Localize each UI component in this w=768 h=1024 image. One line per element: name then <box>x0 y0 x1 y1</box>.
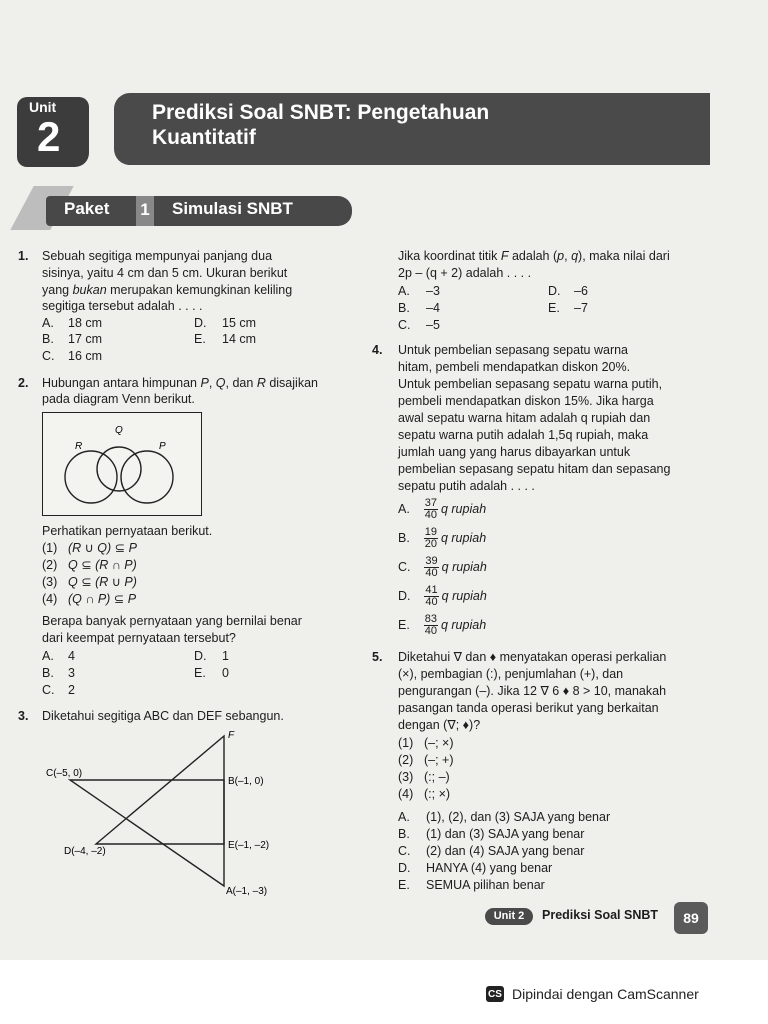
point-b: B(–1, 0) <box>228 776 264 787</box>
camscanner-logo-icon: CS <box>486 986 504 1002</box>
point-d: D(–4, –2) <box>64 846 106 857</box>
point-a: A(–1, –3) <box>226 886 268 896</box>
point-c: C(–5, 0) <box>46 768 83 779</box>
camscanner-text: Dipindai dengan CamScanner <box>512 986 699 1002</box>
q4-option-a: A. $\frac{37}{40}$ q rupiah <box>398 497 487 521</box>
triangle-diagram <box>40 726 290 896</box>
venn-circle-p <box>121 451 173 503</box>
q4-option-c: C. $\frac{39}{40}$ q rupiah <box>398 555 487 579</box>
book-page: Unit 2 Prediksi Soal SNBT: Pengetahuan Kuantitatif Paket 1 Simulasi SNBT 1. Sebuah segitiga mempunyai panjang dua sisinya, yaitu 4 cm dan 5 cm. Ukuran berikut yang bukan merupakan kemungkinan keliling segitiga tersebut adalah . . . . A. 18 cm D. 15 cm B. 17 cm E. 14 cm C. 16 cm 2. Hubungan antara himpunan P, Q, dan R disajikan pada diagram Venn berikut. Q R P Perhatikan pernyataan berikut. (1) (R ∪ Q) ⊆ P (2) Q ⊆ (R ∩ P) (3) Q ⊆ (R ∪ P) (4) (Q ∩ P) ⊆ P Berapa banyak pernyataan yang bernilai benar dari keempat pernyataan tersebut? A. 4 D. 1 B. 3 E. 0 C. 2 3. Diketahui segitiga ABC dan DEF sebangun. F C(–5, 0) B(–1, 0) D(–4, –2) E(–1, –2) A(–1, –3) Jika koordinat titik F adalah (p, q), maka nilai dari 2p – (q + 2) adalah . . . . A. –3 D. –6 B. –4 E. –7 C. –5 4. Untuk pembelian sepasang sepatu warna hitam, pembeli mendapatkan diskon 20%. Untuk pembelian sepasang sepatu warna putih, pembeli mendapatkan diskon 15%. Jika harga awal sepatu warna hitam adalah q rupiah dan sepatu warna putih adalah 1,5q rupiah, maka jumlah uang yang harus dibayarkan untuk pembelian sepasang sepatu hitam dan sepasang sepatu putih adalah . . . . A. $\frac{37}{40}$ q rupiah B. $\frac{19}{20}$ q rupiah C. $\frac{39}{40}$ q rupiah D. $\frac{41}{40}$ q rupiah E. $\frac{83}{40}$ q rupiah 5. Diketahui ∇ dan ♦ menyatakan operasi perkalian (×), pembagian (:), penjumlahan (+), dan pengurangan (–). Jika 12 ∇ 6 ♦ 8 > 10, manakah pasangan tanda operasi berikut yang berkaitan dengan (∇; ♦)? (1) (–; ×) (2) (–; +) (3) (:; –) (4) (:; ×) A. (1), (2), dan (3) SAJA yang benar B. (1) dan (3) SAJA yang benar C. (2) dan (4) SAJA yang benar D. HANYA (4) yang benar E. SEMUA pilihan benar Unit 2 Prediksi Soal SNBT 89 <box>0 0 768 960</box>
paket-number: 1 <box>136 196 154 226</box>
point-f: F <box>228 730 235 741</box>
point-e: E(–1, –2) <box>228 840 270 851</box>
footer-title: Prediksi Soal SNBT <box>542 908 659 922</box>
footer-unit-badge: Unit 2 <box>485 908 533 925</box>
triangle-abc <box>70 780 224 886</box>
venn-diagram <box>42 412 202 516</box>
page-title: Prediksi Soal SNBT: Pengetahuan Kuantitatif <box>152 101 490 149</box>
venn-circle-r <box>65 451 117 503</box>
paket-subtitle: Simulasi SNBT <box>172 199 293 218</box>
venn-svg <box>43 413 201 515</box>
triangle-def <box>96 736 224 844</box>
paket-label: Paket <box>64 199 110 218</box>
venn-circle-q <box>97 447 141 491</box>
venn-label-r: R <box>75 441 83 452</box>
camscanner-watermark <box>486 986 699 1002</box>
unit-badge <box>17 97 89 167</box>
unit-number: 2 <box>37 113 61 160</box>
q4-option-d: D. $\frac{41}{40}$ q rupiah <box>398 584 487 608</box>
venn-label-q: Q <box>115 425 123 436</box>
venn-label-p: P <box>159 441 166 452</box>
q4-option-e: E. $\frac{83}{40}$ q rupiah <box>398 613 487 637</box>
unit-label: Unit <box>29 99 57 115</box>
q4-option-b: B. $\frac{19}{20}$ q rupiah <box>398 526 487 550</box>
page-number: 89 <box>674 902 708 934</box>
